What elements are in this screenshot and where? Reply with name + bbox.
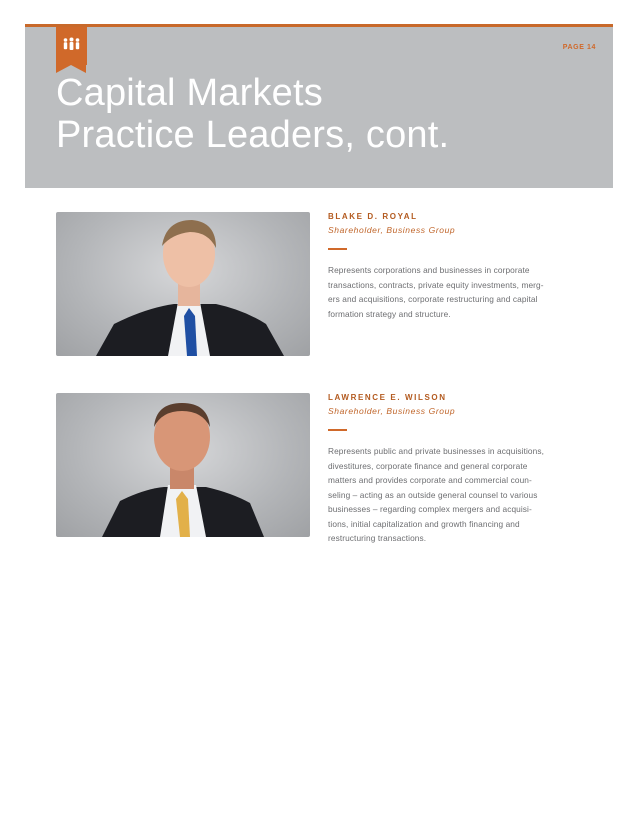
leader-description: Represents corporations and businesses in corporate transactions, contracts, private equity investments, merg- ers and acquisitions, corporate restructuring and capital formation strategy and structure. <box>328 265 544 319</box>
portrait-illustration <box>56 212 310 356</box>
page-title <box>56 72 449 156</box>
portrait-illustration <box>56 393 310 537</box>
leader-bio-1 <box>328 212 583 321</box>
leader-role: Shareholder, Business Group <box>328 225 456 235</box>
leader-name: LAWRENCE E. WILSON <box>328 393 447 402</box>
accent-divider <box>328 429 347 431</box>
people-group-icon <box>62 37 81 51</box>
page-number: PAGE 14 <box>562 44 596 51</box>
leader-photo-blake-royal <box>56 212 310 356</box>
title-line-1: Capital Markets <box>56 72 323 114</box>
leader-role: Shareholder, Business Group <box>328 406 456 416</box>
title-line-2: Practice Leaders, cont. <box>56 114 450 156</box>
accent-divider <box>328 248 347 250</box>
leader-photo-lawrence-wilson <box>56 393 310 537</box>
leader-name: BLAKE D. ROYAL <box>328 212 418 221</box>
leader-description: Represents public and private businesses in acquisitions, divestitures, corporate finance and general corporate matters and provides corporate and commercial coun- seling – acting as an outside general counsel to various businesses – regarding complex mergers and acquisi- tions, initial capitalization and growth financing and restructuring transactions. <box>328 446 545 543</box>
leader-bio-2 <box>328 393 583 546</box>
bookmark-tab <box>56 27 87 65</box>
